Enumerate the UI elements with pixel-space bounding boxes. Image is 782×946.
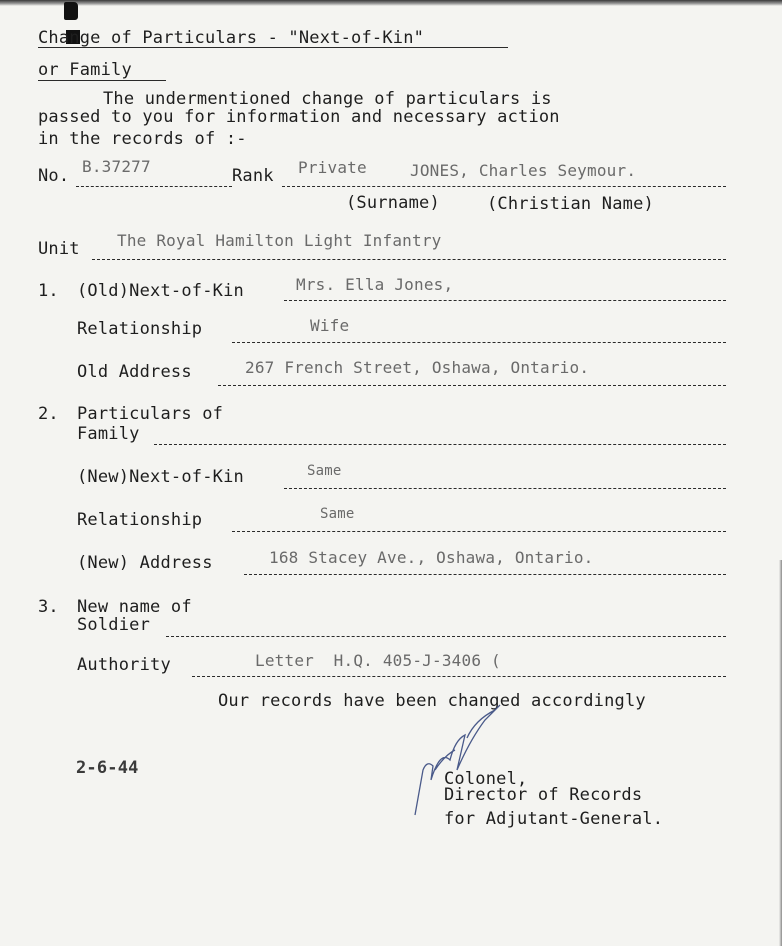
document-title: Change of Particulars - "Next-of-Kin" <box>38 28 425 48</box>
signatory-office: for Adjutant-General. <box>444 809 664 829</box>
new-name-label: New name of <box>77 597 192 617</box>
unit-label: Unit <box>38 239 80 259</box>
family-line <box>154 444 726 445</box>
family-label-line2: Family <box>77 424 140 444</box>
title-underline <box>38 80 166 81</box>
unit-line <box>92 259 726 260</box>
old-next-of-kin-label: (Old)Next-of-Kin <box>77 281 244 301</box>
new-name-line <box>166 636 726 637</box>
authority-value: Letter H.Q. 405-J-3406 ( <box>255 651 501 670</box>
old-relationship-value: Wife <box>310 316 350 335</box>
scan-top-edge <box>0 0 782 6</box>
new-address-line <box>244 574 726 575</box>
service-number-value: B.37277 <box>82 157 151 176</box>
old-next-of-kin-line <box>284 300 726 301</box>
rank-label: Rank <box>232 166 274 186</box>
family-label: Particulars of <box>77 404 224 424</box>
new-address-value: 168 Stacey Ave., Oshawa, Ontario. <box>269 548 594 567</box>
signatory-title: Director of Records <box>444 785 643 805</box>
section-3-number: 3. <box>38 597 59 617</box>
authority-line <box>192 676 726 677</box>
new-next-of-kin-line <box>284 488 726 489</box>
old-relationship-line <box>232 342 726 343</box>
intro-line: in the records of :- <box>38 129 247 149</box>
surname-caption: (Surname) <box>346 193 440 213</box>
confirmation-text: Our records have been changed accordingly <box>218 691 646 711</box>
rank-value: Private <box>298 158 367 177</box>
intro-line: The undermentioned change of particulars is <box>103 89 552 109</box>
authority-label: Authority <box>77 655 171 675</box>
new-relationship-line <box>232 531 726 532</box>
rank-name-line <box>282 186 726 187</box>
service-number-label: No. <box>38 166 70 186</box>
ink-blot <box>64 2 78 20</box>
service-number-line <box>76 186 232 187</box>
section-1-number: 1. <box>38 281 59 301</box>
old-address-label: Old Address <box>77 362 192 382</box>
document-date: 2-6-44 <box>76 758 139 778</box>
new-relationship-value: Same <box>320 506 355 522</box>
old-address-line <box>218 385 726 386</box>
new-next-of-kin-value: Same <box>307 463 342 479</box>
new-next-of-kin-label: (New)Next-of-Kin <box>77 467 244 487</box>
old-relationship-label: Relationship <box>77 319 203 339</box>
new-relationship-label: Relationship <box>77 510 203 530</box>
signatory-rank: Colonel, <box>444 769 528 789</box>
document-title-line2: or Family <box>38 60 132 80</box>
title-underline <box>38 47 508 48</box>
old-address-value: 267 French Street, Oshawa, Ontario. <box>245 358 590 377</box>
unit-value: The Royal Hamilton Light Infantry <box>117 231 442 250</box>
new-address-label: (New) Address <box>77 553 213 573</box>
christian-name-caption: (Christian Name) <box>487 194 654 214</box>
new-name-label-line2: Soldier <box>77 615 151 635</box>
intro-line: passed to you for information and necessary action <box>38 107 560 127</box>
soldier-name-value: JONES, Charles Seymour. <box>410 161 637 180</box>
old-next-of-kin-value: Mrs. Ella Jones, <box>296 275 454 294</box>
section-2-number: 2. <box>38 404 59 424</box>
